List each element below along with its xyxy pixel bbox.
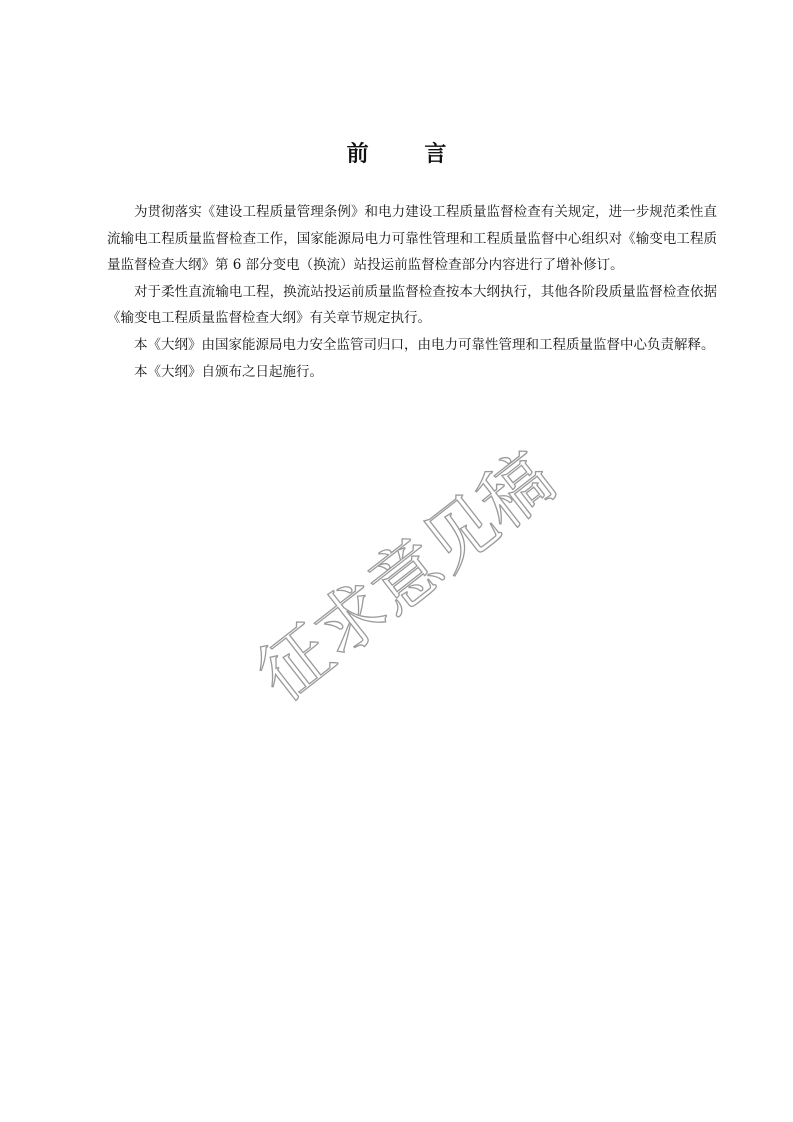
paragraph-scope: 对于柔性直流输电工程，换流站投运前质量监督检查按本大纲执行，其他各阶段质量监督检查依据《输变电工程质量监督检查大纲》有关章节规定执行。 xyxy=(107,283,717,327)
preface-body xyxy=(107,199,717,385)
page-title: 前 言 xyxy=(346,141,471,167)
paragraph-interpretation: 本《大纲》由国家能源局电力安全监管司归口，由电力可靠性管理和工程质量监督中心负责解释。 xyxy=(134,336,715,353)
paragraph-effective-date: 本《大纲》自颁布之日起施行。 xyxy=(134,363,323,380)
draft-watermark: 征求意见稿 xyxy=(242,436,570,717)
paragraph-purpose: 为贯彻落实《建设工程质量管理条例》和电力建设工程质量监督检查有关规定，进一步规范柔性直流输电工程质量监督检查工作，国家能源局电力可靠性管理和工程质量监督中心组织对《输变电工程质量监督检查大纲》第 6 部分变电（换流）站投运前监督检查部分内容进行了增补修订。 xyxy=(107,204,717,274)
